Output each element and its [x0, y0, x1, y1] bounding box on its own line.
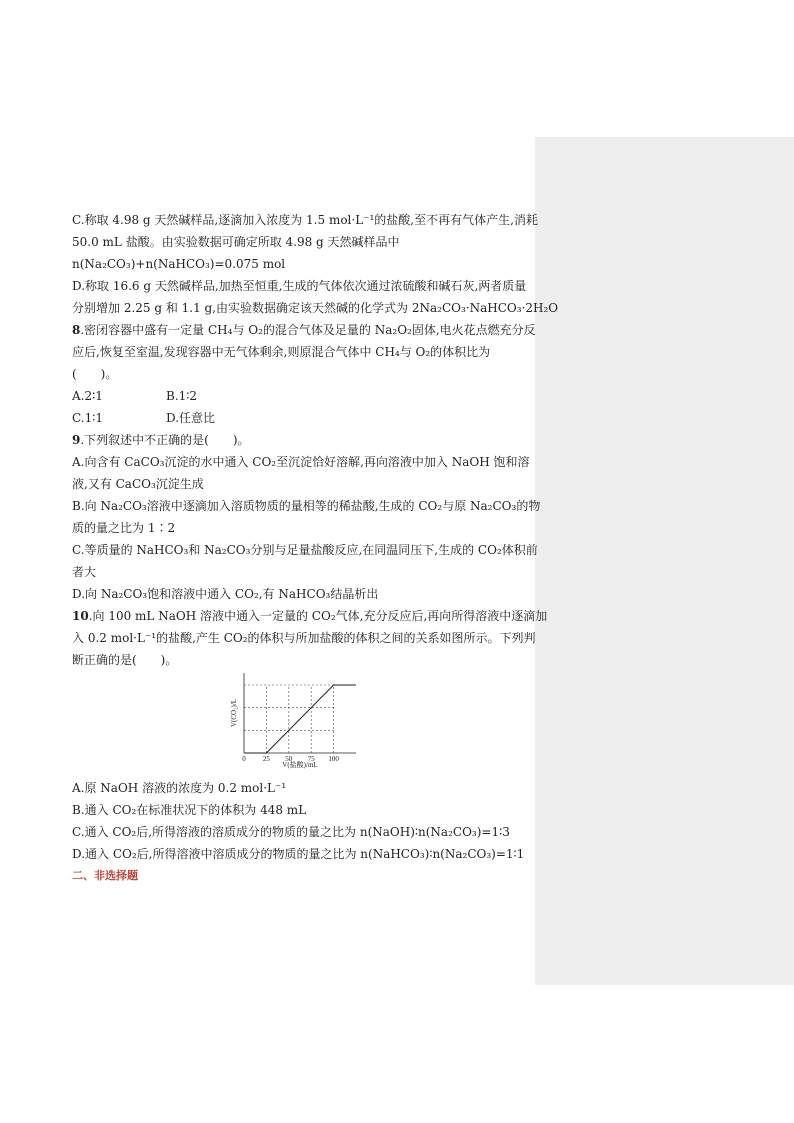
q8-stem-line2: 应后,恢复至室温,发现容器中无气体剩余,则原混合气体中 CH₄与 O₂的体积比为: [72, 345, 491, 359]
q7-option-c-line2: 50.0 mL 盐酸。由实验数据可确定所取 4.98 g 天然碱样品中: [72, 235, 400, 249]
chart-series-line: [244, 685, 356, 753]
chart-grid: [244, 685, 334, 753]
q10-number: 10: [72, 609, 89, 623]
chart-x-axis-label: V(盐酸)/mL: [282, 761, 318, 769]
q7-option-c-line3: n(Na₂CO₃)+n(NaHCO₃)=0.075 mol: [72, 257, 286, 271]
q10-stem-text: .向 100 mL NaOH 溶液中通入一定量的 CO₂气体,充分反应后,再向所得溶液中逐滴加: [88, 609, 548, 623]
q8-stem-text: .密闭容器中盛有一定量 CH₄与 O₂的混合气体及足量的 Na₂O₂固体,电火花点燃充分反: [80, 323, 536, 337]
q10-option-a: A.原 NaOH 溶液的浓度为 0.2 mol·L⁻¹: [72, 781, 287, 795]
chart-y-axis-label: V(CO₂)/L: [230, 698, 238, 728]
q7-option-c-line1: C.称取 4.98 g 天然碱样品,逐滴加入浓度为 1.5 mol·L⁻¹的盐酸,至不再有气体产生,消耗: [72, 213, 538, 227]
q9-option-c-line1: C.等质量的 NaHCO₃和 Na₂CO₃分别与足量盐酸反应,在同温同压下,生成的 CO₂体积前: [72, 543, 538, 557]
q9-option-b-line1: B.向 Na₂CO₃溶液中逐滴加入溶质物质的量相等的稀盐酸,生成的 CO₂与原 Na₂CO₃的物: [72, 499, 541, 513]
q8-stem-line1: [72, 320, 536, 340]
q10-option-d: D.通入 CO₂后,所得溶液中溶质成分的物质的量之比为 n(NaHCO₃)∶n(Na₂CO₃)=1∶1: [72, 847, 525, 861]
q9-stem-text: .下列叙述中不正确的是( )。: [80, 433, 250, 447]
q8-option-d: D.任意比: [166, 411, 216, 425]
co2-volume-chart: [230, 663, 370, 773]
q8-number: 8: [72, 323, 81, 337]
q9-option-a-line1: A.向含有 CaCO₃沉淀的水中通入 CO₂至沉淀恰好溶解,再向溶液中加入 NaOH 饱和溶: [72, 455, 530, 469]
q9-option-a-line2: 液,又有 CaCO₃沉淀生成: [72, 477, 204, 491]
chart-x-tick-25: 25: [262, 755, 270, 763]
q8-option-c: C.1∶1: [72, 411, 103, 425]
chart-x-tick-75: 75: [307, 755, 315, 763]
q8-stem-line3: ( )。: [72, 367, 118, 381]
q7-option-d-line2: 分别增加 2.25 g 和 1.1 g,由实验数据确定该天然碱的化学式为 2Na₂CO₃·NaHCO₃·2H₂O: [72, 301, 559, 315]
q7-option-d-line1: D.称取 16.6 g 天然碱样品,加热至恒重,生成的气体依次通过浓硫酸和碱石灰,两者质量: [72, 279, 527, 293]
q9-stem: [72, 430, 250, 450]
q10-option-c: C.通入 CO₂后,所得溶液的溶质成分的物质的量之比为 n(NaOH)∶n(Na₂CO₃)=1∶3: [72, 825, 510, 839]
q10-option-b: B.通入 CO₂在标准状况下的体积为 448 mL: [72, 803, 307, 817]
comment-pane: [535, 137, 794, 985]
section-heading-non-choice: 二、非选择题: [72, 869, 138, 882]
q10-stem-line1: [72, 606, 547, 626]
chart-x-tick-0: 0: [242, 755, 246, 763]
q8-option-a: A.2∶1: [72, 389, 103, 403]
q10-stem-line2: 入 0.2 mol·L⁻¹的盐酸,产生 CO₂的体积与所加盐酸的体积之间的关系如图所示。下列判: [72, 631, 536, 645]
q8-option-b: B.1∶2: [166, 389, 198, 403]
q9-option-c-line2: 者大: [72, 565, 97, 579]
q9-option-b-line2: 质的量之比为 1∶2: [72, 521, 176, 535]
q9-number: 9: [72, 433, 81, 447]
chart-x-tick-50: 50: [285, 755, 293, 763]
q9-option-d: D.向 Na₂CO₃饱和溶液中通入 CO₂,有 NaHCO₃结晶析出: [72, 587, 379, 601]
q10-stem-line3: 断正确的是( )。: [72, 653, 178, 667]
chart-x-tick-100: 100: [328, 755, 339, 763]
